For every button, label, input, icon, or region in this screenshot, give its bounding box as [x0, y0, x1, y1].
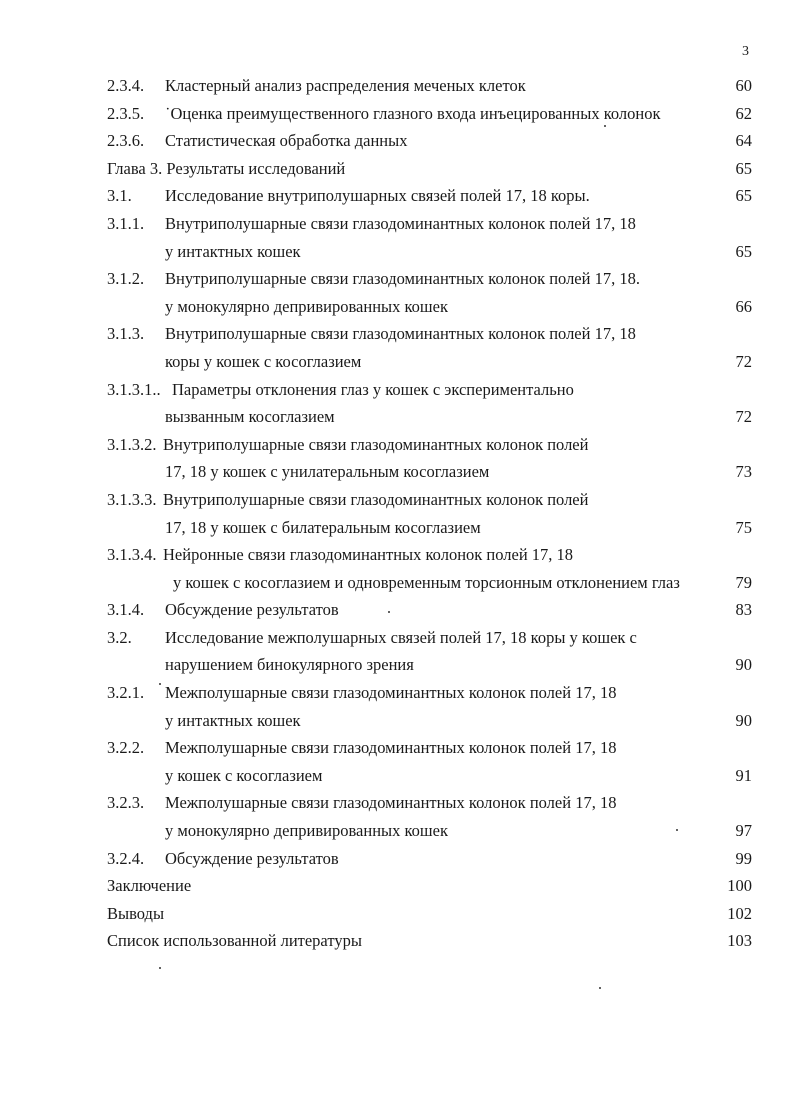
toc-entry-title: Параметры отклонения глаз у кошек с экспериментально [172, 379, 574, 399]
toc-entry-title-continued: коры у кошек с косоглазием [165, 351, 362, 371]
toc-entry-page: 90 [735, 655, 752, 675]
toc-entry-title-continued: у интактных кошек [165, 241, 301, 261]
toc-entry-page: 91 [735, 765, 752, 785]
toc-line [0, 679, 794, 707]
scan-speck [159, 683, 161, 685]
toc-entry [0, 376, 794, 431]
toc-entry [0, 210, 794, 265]
toc-line [0, 569, 794, 597]
toc-entry-page: 83 [735, 600, 752, 620]
toc-entry-number: 3.1.4. [107, 600, 145, 620]
toc-entry-number: 3.1. [107, 186, 132, 206]
scan-speck [676, 829, 678, 831]
toc-entry [0, 486, 794, 541]
toc-entry-page: 65 [735, 158, 752, 178]
toc-line [0, 817, 794, 845]
toc-entry-title: Заключение [107, 876, 192, 896]
toc-entry-title: Обсуждение результатов [165, 848, 339, 868]
toc-entry-title: Глава 3. Результаты исследований [107, 158, 346, 178]
toc-line [0, 596, 794, 624]
toc-entry-number: 3.1.3.3. [107, 489, 157, 509]
toc-entry-title: Статистическая обработка данных [165, 131, 408, 151]
toc-line [0, 458, 794, 486]
toc-entry-page: 75 [735, 517, 752, 537]
toc-entry-number: 3.1.3.4. [107, 545, 157, 565]
toc-entry-title: Внутриполушарные связи глазодоминантных колонок полей 17, 18. [165, 269, 640, 289]
toc-line [0, 624, 794, 652]
toc-entry-page: 65 [735, 241, 752, 261]
toc-line [0, 927, 794, 955]
toc-entry-number: 3.2.3. [107, 793, 145, 813]
toc-line [0, 320, 794, 348]
toc-entry-title: Список использованной литературы [107, 931, 362, 951]
toc-line [0, 348, 794, 376]
toc-line [0, 72, 794, 100]
toc-entry-number: 2.3.4. [107, 76, 145, 95]
toc-line [0, 127, 794, 155]
toc-entry-title: Кластерный анализ распределения меченых клеток [165, 76, 526, 95]
toc-line [0, 514, 794, 542]
toc-entry-title: Межполушарные связи глазодоминантных колонок полей 17, 18 [165, 793, 617, 813]
toc-entry-title: ˙Оценка преимущественного глазного входа инъецированных колонок [165, 103, 661, 123]
toc-entry-page: 64 [735, 131, 752, 151]
toc-entry-number: 3.2. [107, 627, 132, 647]
toc-entry-number: 2.3.5. [107, 103, 145, 123]
toc-entry [0, 431, 794, 486]
toc-entry-page: 60 [735, 76, 752, 95]
toc-entry-page: 72 [735, 351, 752, 371]
scan-speck [159, 967, 161, 969]
toc-entry-title-continued: у кошек с косоглазием и одновременным торсионным отклонением глаз [173, 572, 680, 592]
toc-entry-number: 3.2.1. [107, 683, 145, 703]
toc-entry-title: Внутриполушарные связи глазодоминантных колонок полей 17, 18 [165, 213, 636, 233]
toc-entry-page: 65 [735, 186, 752, 206]
toc-line [0, 486, 794, 514]
toc-entry-number: 2.3.6. [107, 131, 145, 151]
toc-entry [0, 845, 794, 873]
toc-line [0, 707, 794, 735]
toc-line [0, 651, 794, 679]
toc-entry-title-continued: вызванным косоглазием [165, 407, 335, 427]
toc-line [0, 872, 794, 900]
toc-entry [0, 265, 794, 320]
toc-entry-page: 97 [735, 821, 752, 841]
toc-line [0, 762, 794, 790]
toc-entry [0, 872, 794, 900]
toc-entry-title: Исследование межполушарных связей полей 17, 18 коры у кошек с [165, 627, 637, 647]
toc-line [0, 900, 794, 928]
toc-entry-title: Обсуждение результатов [165, 600, 339, 620]
toc-entry-page: 62 [735, 103, 752, 123]
toc-entry [0, 541, 794, 596]
toc-line [0, 182, 794, 210]
toc-entry-number: 3.2.2. [107, 738, 145, 758]
toc-entry [0, 624, 794, 679]
toc-entry [0, 900, 794, 928]
toc-line [0, 541, 794, 569]
toc-entry [0, 155, 794, 183]
toc-line [0, 210, 794, 238]
toc-entry-title-continued: нарушением бинокулярного зрения [165, 655, 414, 675]
toc-line [0, 265, 794, 293]
toc-entry-number: 3.1.2. [107, 269, 145, 289]
toc-line [0, 100, 794, 128]
toc-entry-title-continued: 17, 18 у кошек с билатеральным косоглазием [165, 517, 481, 537]
toc-entry-page: 79 [735, 572, 752, 592]
toc-entry-page: 100 [727, 876, 752, 896]
toc-entry [0, 679, 794, 734]
toc-entry-title-continued: 17, 18 у кошек с унилатеральным косоглазием [165, 462, 490, 482]
toc-entry-title: Внутриполушарные связи глазодоминантных колонок полей [163, 489, 589, 509]
toc-entry-page: 103 [727, 931, 752, 951]
toc-entry-title: Исследование внутриполушарных связей полей 17, 18 коры. [165, 186, 590, 206]
toc-entry-title: Внутриполушарные связи глазодоминантных колонок полей 17, 18 [165, 324, 636, 344]
toc-entry-number: 3.1.1. [107, 213, 145, 233]
scan-speck [604, 125, 606, 127]
toc-entry-title: Межполушарные связи глазодоминантных колонок полей 17, 18 [165, 738, 617, 758]
page-number: 3 [742, 44, 749, 59]
toc-entry-number: 3.2.4. [107, 848, 145, 868]
toc-entry-page: 73 [735, 462, 752, 482]
toc-entry-title: Выводы [107, 903, 165, 923]
toc-entry [0, 734, 794, 789]
toc-line [0, 789, 794, 817]
toc-line [0, 293, 794, 321]
scan-speck [388, 611, 390, 613]
toc-line [0, 376, 794, 404]
toc-entry-title-continued: у монокулярно депривированных кошек [165, 296, 448, 316]
toc-line [0, 845, 794, 873]
toc-entry-title-continued: у монокулярно депривированных кошек [165, 821, 448, 841]
scan-speck [599, 987, 601, 989]
toc-entry-number: 3.1.3.2. [107, 434, 157, 454]
toc-line [0, 403, 794, 431]
toc-entry [0, 789, 794, 844]
toc-entry-title: Нейронные связи глазодоминантных колонок полей 17, 18 [163, 545, 574, 565]
toc-line [0, 431, 794, 459]
toc-entry [0, 182, 794, 210]
toc-entry-title: Внутриполушарные связи глазодоминантных колонок полей [163, 434, 589, 454]
toc-entry-page: 72 [735, 407, 752, 427]
toc-entry-page: 90 [735, 710, 752, 730]
toc-entry-page: 66 [735, 296, 752, 316]
toc-entry [0, 100, 794, 128]
toc-entry-page: 102 [727, 903, 752, 923]
toc-entry-title-continued: у интактных кошек [165, 710, 301, 730]
toc-entry-number: 3.1.3. [107, 324, 145, 344]
toc-entry-page: 99 [735, 848, 752, 868]
toc-entry [0, 596, 794, 624]
toc-entry-title-continued: у кошек с косоглазием [165, 765, 323, 785]
toc-line [0, 238, 794, 266]
toc-entry [0, 127, 794, 155]
toc-line [0, 155, 794, 183]
toc-line [0, 734, 794, 762]
toc-entry-title: Межполушарные связи глазодоминантных колонок полей 17, 18 [165, 683, 617, 703]
table-of-contents [0, 72, 794, 955]
toc-entry [0, 72, 794, 100]
toc-entry [0, 927, 794, 955]
toc-entry-number: 3.1.3.1.. [107, 379, 161, 399]
toc-entry [0, 320, 794, 375]
